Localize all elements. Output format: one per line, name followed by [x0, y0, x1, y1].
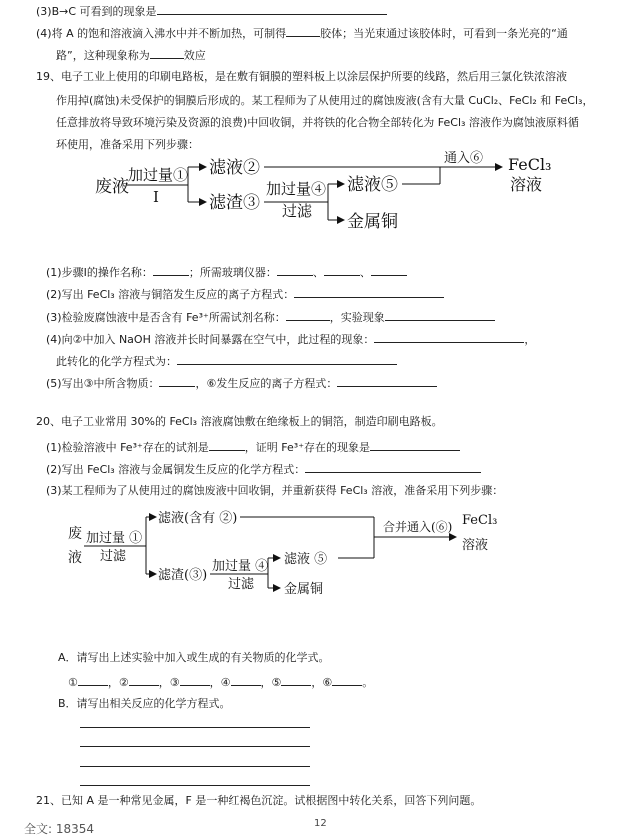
answer-blank[interactable] [129, 673, 159, 686]
part-a-answers: ① ，② ，③ ，④ ，⑤ ，⑥ 。 [68, 673, 373, 691]
answer-blank[interactable] [78, 673, 108, 686]
flow-diagram-19 [0, 150, 640, 250]
question-4-line-2: 路”，这种现象称为 效应 [56, 46, 206, 64]
filter-label-1: 过滤 [100, 549, 127, 564]
solution-label: 溶液 [510, 175, 543, 194]
q20-sub-3: (3)某工程师为了从使用过的腐蚀废液中回收铜，并重新获得 FeCl₃ 溶液，准备采用下列步骤： [46, 484, 504, 497]
answer-blank[interactable] [337, 374, 437, 387]
pass-in-6: 通入⑥ [444, 151, 484, 166]
residue-3: 滤渣③ [209, 193, 260, 213]
answer-line[interactable] [80, 746, 310, 747]
answer-blank[interactable] [385, 308, 495, 321]
filtrate-5: 滤液⑤ [347, 175, 398, 195]
answer-blank[interactable] [153, 263, 189, 276]
answer-blank[interactable] [177, 352, 397, 365]
q19-sub-3: (3)检验废腐蚀液中是否含有 Fe³⁺所需试剂名称： ，实验现象 [46, 308, 495, 326]
page-number: 12 [314, 818, 327, 829]
part-a-title: A．请写出上述实验中加入或生成的有关物质的化学式。 [58, 651, 330, 664]
answer-blank[interactable] [180, 673, 210, 686]
part-b-title: B．请写出相关反应的化学方程式。 [58, 697, 231, 710]
answer-line[interactable] [80, 785, 310, 786]
q19-text-1: 19、电子工业上使用的印刷电路板，是在敷有铜膜的塑料板上以涂层保护所要的线路，然后用三氯化铁浓溶液 [36, 70, 567, 83]
add-reagent-4: 加过量 ④ [212, 559, 269, 574]
q19-text-4: 环使用，准备采用下列步骤： [56, 138, 199, 151]
add-reagent-1: 加过量 ① [86, 531, 143, 546]
flow-diagram-20 [0, 500, 640, 610]
answer-blank[interactable] [305, 460, 481, 473]
answer-blank[interactable] [150, 46, 184, 59]
q19-sub-4-line-2: 此转化的化学方程式为： [56, 352, 397, 370]
answer-blank[interactable] [374, 330, 524, 343]
question-4-line: (4)将 A 的饱和溶液滴入沸水中并不断加热，可制得 胶体；当光束通过该胶体时，可看到一条光亮的“通 [36, 24, 568, 42]
q19-sub-5: (5)写出③中所含物质： ，⑥发生反应的离子方程式： [46, 374, 437, 392]
answer-blank[interactable] [371, 263, 407, 276]
q19-sub-4: (4)向②中加入 NaOH 溶液并长时间暴露在空气中，此过程的现象： ， [46, 330, 535, 348]
filtrate-5: 滤液 ⑤ [284, 552, 328, 567]
q19-text-2: 作用掉(腐蚀)未受保护的铜膜后形成的。某工程师为了从使用过的腐蚀废液(含有大量 CuCl₂、FeCl₂ 和 FeCl₃， [56, 94, 594, 107]
answer-blank[interactable] [286, 24, 320, 37]
fecl3-label: FeCl₃ [508, 155, 552, 174]
waste-label-2: 液 [68, 550, 82, 566]
copper-label: 金属铜 [284, 582, 324, 597]
residue-3: 滤渣(③) [158, 568, 208, 583]
add-reagent-1: 加过量① [128, 166, 189, 184]
answer-blank[interactable] [332, 673, 362, 686]
q20-text: 20、电子工业常用 30%的 FeCl₃ 溶液腐蚀敷在绝缘板上的铜箔，制造印刷电路板。 [36, 415, 443, 428]
solution-label: 溶液 [462, 538, 489, 553]
step-1-label: Ⅰ [153, 188, 159, 206]
filtrate-2: 滤液② [209, 158, 260, 178]
answer-blank[interactable] [370, 438, 460, 451]
fecl3-label: FeCl₃ [462, 513, 498, 528]
answer-blank[interactable] [157, 2, 387, 15]
answer-blank[interactable] [324, 263, 360, 276]
answer-blank[interactable] [231, 673, 261, 686]
q20-sub-1: (1)检验溶液中 Fe³⁺存在的试剂是 ，证明 Fe³⁺存在的现象是 [46, 438, 460, 456]
answer-blank[interactable] [286, 308, 330, 321]
q19-sub-1: (1)步骤Ⅰ的操作名称： ；所需玻璃仪器： 、 、 [46, 263, 407, 281]
answer-blank[interactable] [209, 438, 245, 451]
q19-sub-2: (2)写出 FeCl₃ 溶液与铜箔发生反应的离子方程式： [46, 285, 444, 303]
answer-blank[interactable] [277, 263, 313, 276]
q19-text-3: 任意排放将导致环境污染及资源的浪费)中回收铜，并将铁的化合物全部转化为 FeCl₃ 溶液作为腐蚀液原料循 [56, 116, 579, 129]
question-3-line: (3)B→C 可看到的现象是 [36, 2, 387, 20]
filtrate-2: 滤液(含有 ②) [158, 511, 238, 526]
answer-blank[interactable] [294, 285, 444, 298]
filter-label-2: 过滤 [228, 577, 255, 592]
answer-line[interactable] [80, 766, 310, 767]
word-count: 全文: 18354 [24, 822, 95, 836]
q20-sub-2: (2)写出 FeCl₃ 溶液与金属铜发生反应的化学方程式： [46, 460, 481, 478]
answer-line[interactable] [80, 727, 310, 728]
q21-text: 21、已知 A 是一种常见金属，F 是一种红褐色沉淀。试根据图中转化关系，回答下列问题。 [36, 794, 482, 807]
waste-label: 废液 [95, 177, 129, 197]
copper-label: 金属铜 [347, 212, 398, 232]
answer-blank[interactable] [281, 673, 311, 686]
add-reagent-4: 加过量④ [266, 180, 327, 198]
filter-label: 过滤 [282, 202, 313, 220]
answer-blank[interactable] [159, 374, 195, 387]
waste-label-1: 废 [68, 526, 82, 542]
merge-pass-6: 合并通入(⑥) [383, 520, 453, 534]
